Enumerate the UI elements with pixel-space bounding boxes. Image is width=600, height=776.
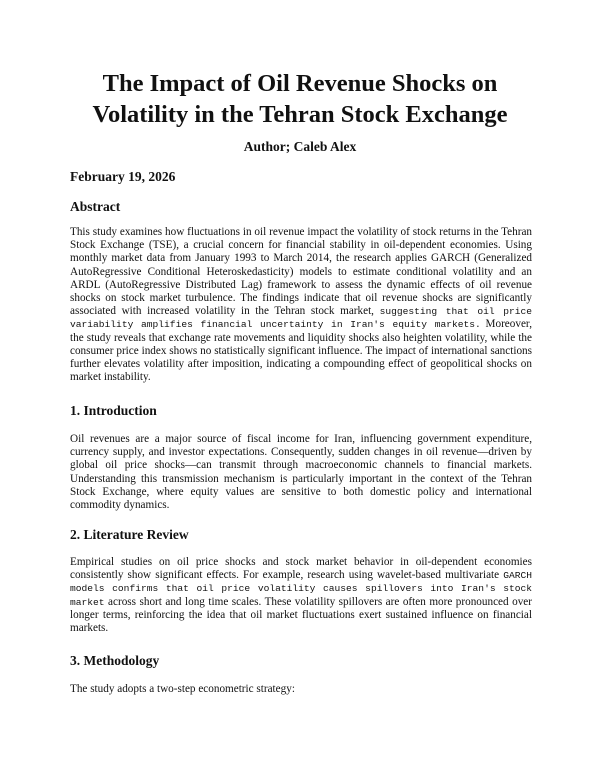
literature-text-1: Empirical studies on oil price shocks and stock market behavior in oil-dependent economies consistently show significant effects. For example, research using wavelet-based multivariate bbox=[70, 556, 532, 582]
abstract-text-2: Moreover, the study reveals that exchange rate movements and liquidity shocks also heighten volatility, while the consumer price index shows no statistically significant influence. The impact of international sanctions further elevates volatility after imposition, indicating a compounding effect of geopolitical shocks on market instability. bbox=[70, 318, 532, 384]
methodology-paragraph: The study adopts a two-step econometric strategy: bbox=[70, 683, 295, 695]
literature-text-mono: GARCH models confirms that oil price volatility causes spillovers into Iran's stock market bbox=[70, 570, 532, 608]
abstract-heading: Abstract bbox=[70, 199, 121, 214]
title-line-1: The Impact of Oil Revenue Shocks on bbox=[102, 70, 498, 97]
abstract-text-mono: suggesting that oil price variability amplifies financial uncertainty in Iran's equity markets. bbox=[70, 306, 532, 331]
date-line: February 19, 2026 bbox=[70, 169, 176, 184]
literature-text-2: across short and long time scales. These volatility spillovers are often more pronounced over longer terms, reinforcing the idea that oil market fluctuations exert sustained influence on financial markets. bbox=[70, 595, 532, 635]
abstract-text-1: This study examines how fluctuations in oil revenue impact the volatility of stock returns in the Tehran Stock Exchange (TSE), a crucial concern for financial stability in oil-dependent economies. Using monthly market data from January 1993 to March 2014, the research applies GARCH (Generalized AutoRegressive Conditional Heteroskedasticity) models to estimate conditional volatility and an ARDL (AutoRegressive Distributed Lag) framework to assess the dynamic effects of oil revenue shocks on stock market turbulence. The findings indicate that oil revenue shocks are significantly associated with increased volatility in the Tehran stock market, bbox=[70, 226, 532, 318]
introduction-heading: 1. Introduction bbox=[70, 403, 157, 418]
literature-paragraph bbox=[70, 556, 532, 635]
methodology-heading: 3. Methodology bbox=[70, 653, 160, 668]
introduction-paragraph: Oil revenues are a major source of fiscal income for Iran, influencing government expenditure, currency supply, and investor expectations. Consequently, sudden changes in oil revenue—driven by global oil price shocks—can transmit through macroeconomic channels to financial markets. Understanding this transmission mechanism is particularly important in the context of the Tehran Stock Exchange, where equity values are sensitive to both domestic policy and international commodity dynamics. bbox=[70, 433, 532, 512]
author-line: Author; Caleb Alex bbox=[243, 139, 357, 154]
literature-heading: 2. Literature Review bbox=[70, 527, 189, 542]
paper-title bbox=[40, 68, 560, 130]
abstract-paragraph bbox=[70, 226, 532, 384]
title-line-2: Volatility in the Tehran Stock Exchange bbox=[92, 101, 508, 128]
